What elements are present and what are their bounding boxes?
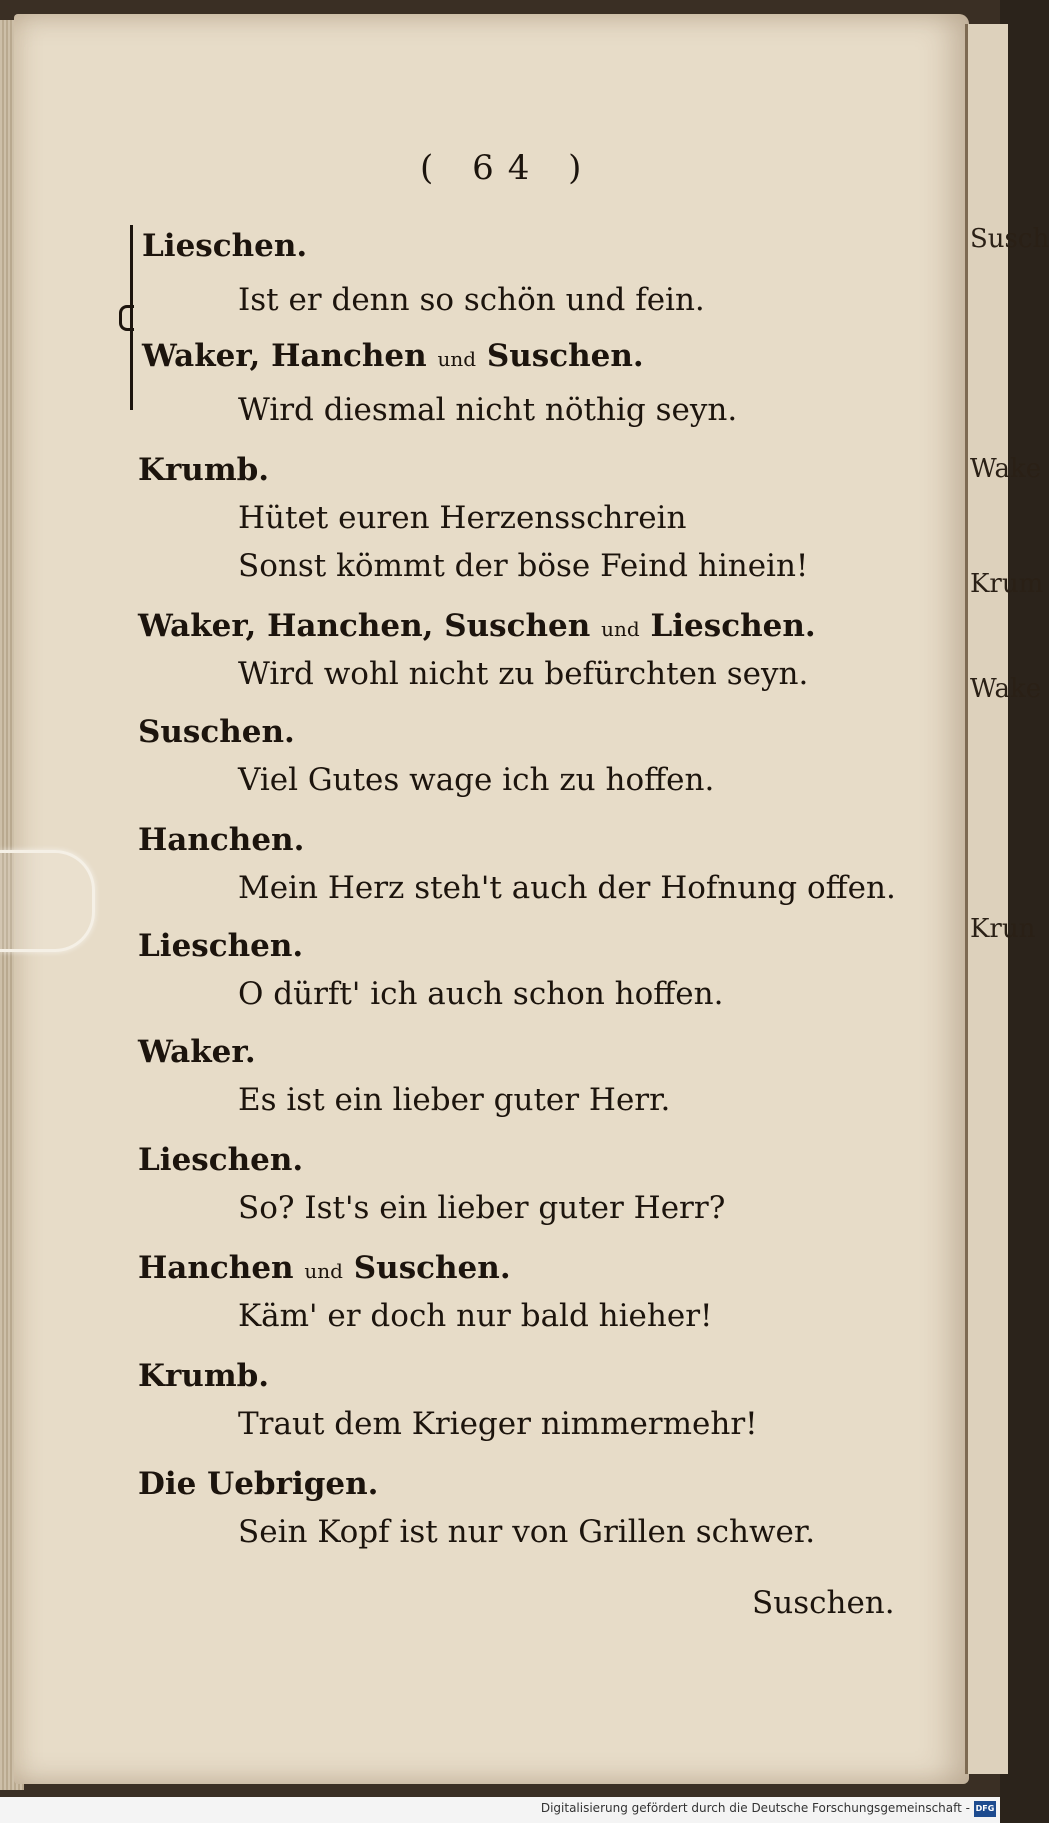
speaker-name: Die Uebrigen. bbox=[138, 1466, 379, 1502]
page-number: ( 64 ) bbox=[420, 148, 596, 188]
verse-line: Viel Gutes wage ich zu hoffen. bbox=[238, 762, 715, 798]
speaker-name: Suschen. bbox=[138, 714, 295, 750]
speaker-name: Hanchen. bbox=[138, 822, 305, 858]
speaker-name: Waker, Hanchen, Suschen und Lieschen. bbox=[138, 608, 816, 644]
speaker-name: Lieschen. bbox=[138, 928, 304, 964]
verse-line: Mein Herz steh't auch der Hofnung offen. bbox=[238, 870, 896, 906]
speaker-name: Krumb. bbox=[138, 452, 270, 488]
facing-fragment: Susch bbox=[970, 224, 1049, 254]
verse-line: Wird wohl nicht zu befürchten seyn. bbox=[238, 656, 809, 692]
speaker-name: Lieschen. bbox=[138, 1142, 304, 1178]
verse-line: Es ist ein lieber guter Herr. bbox=[238, 1082, 671, 1118]
speaker-name: Hanchen und Suschen. bbox=[138, 1250, 511, 1286]
digitization-footer bbox=[0, 1797, 1000, 1823]
verse-line: Hütet euren Herzensschrein bbox=[238, 500, 687, 536]
verse-line: Wird diesmal nicht nöthig seyn. bbox=[238, 392, 738, 428]
facing-fragment: Wake bbox=[970, 674, 1042, 704]
verse-line: O dürft' ich auch schon hoffen. bbox=[238, 976, 724, 1012]
catchword: Suschen. bbox=[752, 1585, 895, 1621]
verse-line: Ist er denn so schön und fein. bbox=[238, 282, 705, 318]
dfg-logo: DFG bbox=[974, 1801, 996, 1817]
facing-fragment: Krun bbox=[970, 914, 1036, 944]
speaker-name: Lieschen. bbox=[142, 228, 308, 264]
speaker-name: Waker, Hanchen und Suschen. bbox=[142, 338, 644, 374]
verse-line: Sein Kopf ist nur von Grillen schwer. bbox=[238, 1514, 816, 1550]
facing-fragment: Wake bbox=[970, 454, 1042, 484]
verse-line: So? Ist's ein lieber guter Herr? bbox=[238, 1190, 726, 1226]
facing-page-edge bbox=[965, 24, 1049, 1774]
speaker-name: Krumb. bbox=[138, 1358, 270, 1394]
verse-line: Käm' er doch nur bald hieher! bbox=[238, 1298, 713, 1334]
verse-line: Traut dem Krieger nimmermehr! bbox=[238, 1406, 758, 1442]
facing-fragment: Krum bbox=[970, 569, 1044, 599]
footer-credit: Digitalisierung gefördert durch die Deutsche Forschungsgemeinschaft - bbox=[540, 1801, 970, 1815]
verse-line: Sonst kömmt der böse Feind hinein! bbox=[238, 548, 809, 584]
speaker-name: Waker. bbox=[138, 1034, 256, 1070]
